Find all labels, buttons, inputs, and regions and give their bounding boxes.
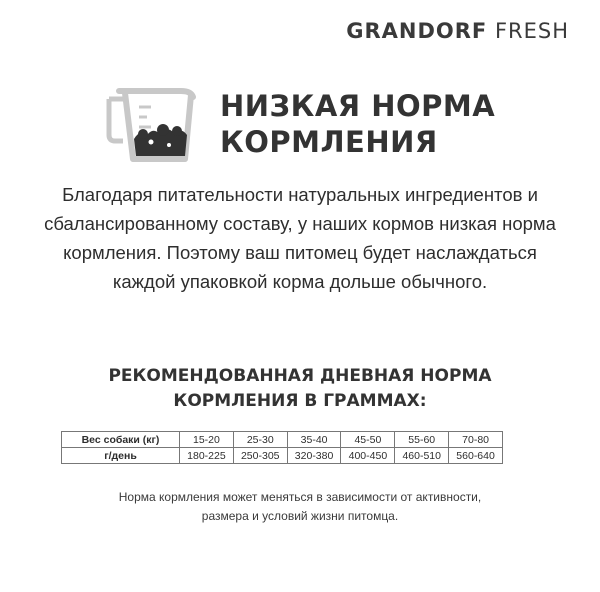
table-cell: 25-30 [233, 432, 287, 448]
table-title-line-2: КОРМЛЕНИЯ В ГРАММАХ: [173, 391, 427, 411]
table-row-grams-per-day [62, 448, 503, 464]
table-cell: 55-60 [395, 432, 449, 448]
table-cell: 70-80 [449, 432, 503, 448]
intro-line-3: кормления. Поэтому ваш питомец будет наслаждаться [63, 242, 537, 263]
table-cell: 400-450 [341, 448, 395, 464]
footnote-line-1: Норма кормления может меняться в зависимости от активности, [118, 490, 482, 504]
footnote-line-2: размера и условий жизни питомца. [201, 509, 399, 523]
headline-line-1: НИЗКАЯ НОРМА [220, 89, 496, 123]
intro-line-4: каждой упаковкой корма дольше обычного. [112, 271, 488, 292]
table-title-line-1: РЕКОМЕНДОВАННАЯ ДНЕВНАЯ НОРМА [108, 366, 492, 386]
brand-logo [346, 19, 569, 43]
row-header-dog-weight: Вес собаки (кг) [62, 432, 180, 448]
table-cell: 250-305 [233, 448, 287, 464]
table-title [0, 364, 600, 414]
table-cell: 460-510 [395, 448, 449, 464]
intro-line-2: сбалансированному составу, у наших кормов низкая норма [44, 213, 556, 234]
brand-name-light: FRESH [494, 19, 569, 43]
table-cell: 560-640 [449, 448, 503, 464]
row-header-grams-per-day: г/день [62, 448, 180, 464]
table-cell: 35-40 [287, 432, 341, 448]
feeding-norm-table [61, 431, 503, 464]
table-cell: 320-380 [287, 448, 341, 464]
table-cell: 180-225 [180, 448, 234, 464]
footnote [0, 488, 600, 526]
table-cell: 45-50 [341, 432, 395, 448]
measuring-cup-icon [105, 85, 201, 165]
intro-line-1: Благодаря питательности натуральных ингредиентов и [62, 184, 538, 205]
brand-name-bold: GRANDORF [346, 19, 488, 43]
intro-paragraph [20, 180, 580, 296]
table-cell: 15-20 [180, 432, 234, 448]
table-row-dog-weight [62, 432, 503, 448]
headline-line-2: КОРМЛЕНИЯ [220, 125, 438, 159]
page-title [220, 88, 495, 160]
